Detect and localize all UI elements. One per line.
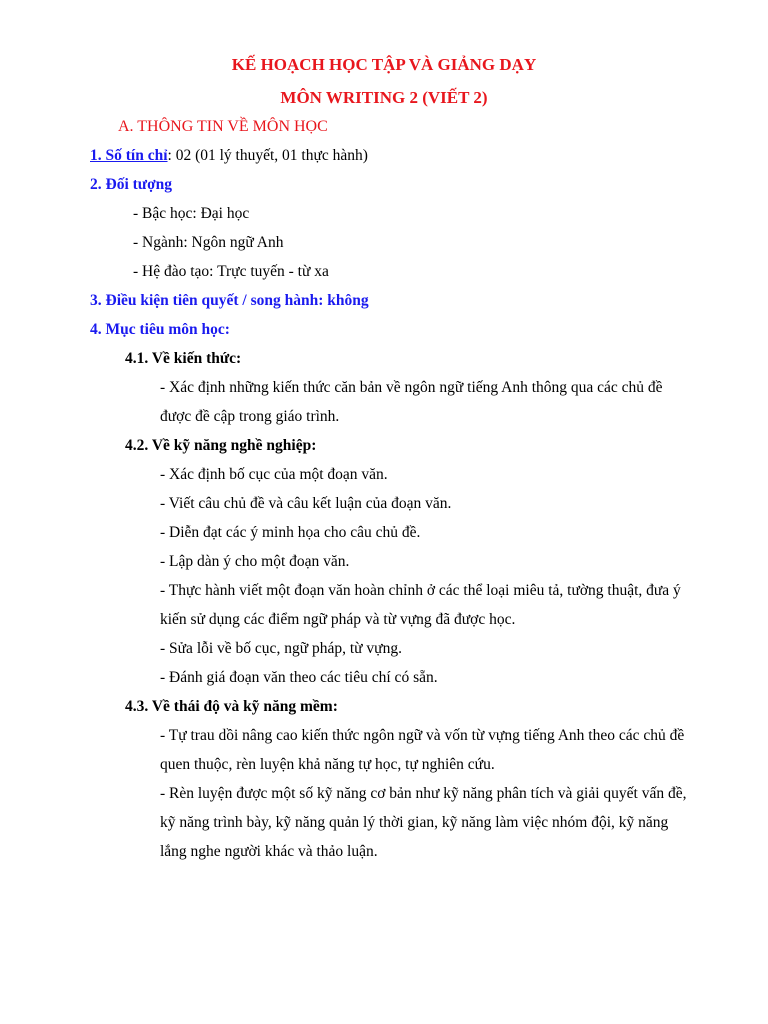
- knowledge-line: được đề cập trong giáo trình.: [160, 408, 340, 425]
- credits-line: [90, 146, 368, 166]
- skills-line: - Diễn đạt các ý minh họa cho câu chủ đề.: [160, 524, 421, 541]
- skills-heading: 4.2. Về kỹ năng nghề nghiệp:: [125, 437, 317, 454]
- knowledge-line: - Xác định những kiến thức căn bản về ngôn ngữ tiếng Anh thông qua các chủ đề: [160, 379, 663, 396]
- credits-value: : 02 (01 lý thuyết, 01 thực hành): [167, 147, 368, 164]
- skills-line: kiến sử dụng các điểm ngữ pháp và từ vựng đã được học.: [160, 611, 516, 628]
- target-heading: 2. Đối tượng: [90, 176, 173, 193]
- prerequisite-heading: 3. Điều kiện tiên quyết / song hành: không: [90, 292, 369, 309]
- attitude-line: quen thuộc, rèn luyện khả năng tự học, tự nghiên cứu.: [160, 756, 495, 773]
- target-item: - Ngành: Ngôn ngữ Anh: [133, 234, 284, 251]
- attitude-heading: 4.3. Về thái độ và kỹ năng mềm:: [125, 698, 338, 715]
- target-item: - Bậc học: Đại học: [133, 205, 250, 222]
- skills-line: - Sửa lỗi về bố cục, ngữ pháp, từ vựng.: [160, 640, 402, 657]
- knowledge-heading: 4.1. Về kiến thức:: [125, 350, 242, 367]
- objectives-heading: 4. Mục tiêu môn học:: [90, 321, 230, 338]
- skills-line: - Đánh giá đoạn văn theo các tiêu chí có sẵn.: [160, 669, 438, 686]
- attitude-line: lắng nghe người khác và thảo luận.: [160, 843, 378, 860]
- skills-line: - Thực hành viết một đoạn văn hoàn chỉnh ở các thể loại miêu tả, tường thuật, đưa ý: [160, 582, 681, 599]
- attitude-line: - Tự trau dồi nâng cao kiến thức ngôn ngữ và vốn từ vựng tiếng Anh theo các chủ đề: [160, 727, 685, 744]
- credits-label: 1. Số tín chỉ: [90, 147, 168, 164]
- skills-line: - Viết câu chủ đề và câu kết luận của đoạn văn.: [160, 495, 452, 512]
- document-title: KẾ HOẠCH HỌC TẬP VÀ GIẢNG DẠY: [231, 55, 537, 74]
- section-a-heading: A. THÔNG TIN VỀ MÔN HỌC: [118, 118, 328, 135]
- target-item: - Hệ đào tạo: Trực tuyến - từ xa: [133, 263, 329, 280]
- document-subtitle: MÔN WRITING 2 (VIẾT 2): [280, 88, 488, 107]
- attitude-line: - Rèn luyện được một số kỹ năng cơ bản như kỹ năng phân tích và giải quyết vấn đề,: [160, 785, 687, 802]
- skills-line: - Xác định bố cục của một đoạn văn.: [160, 466, 388, 483]
- skills-line: - Lập dàn ý cho một đoạn văn.: [160, 553, 350, 570]
- attitude-line: kỹ năng trình bày, kỹ năng quản lý thời gian, kỹ năng làm việc nhóm đội, kỹ năng: [160, 814, 669, 831]
